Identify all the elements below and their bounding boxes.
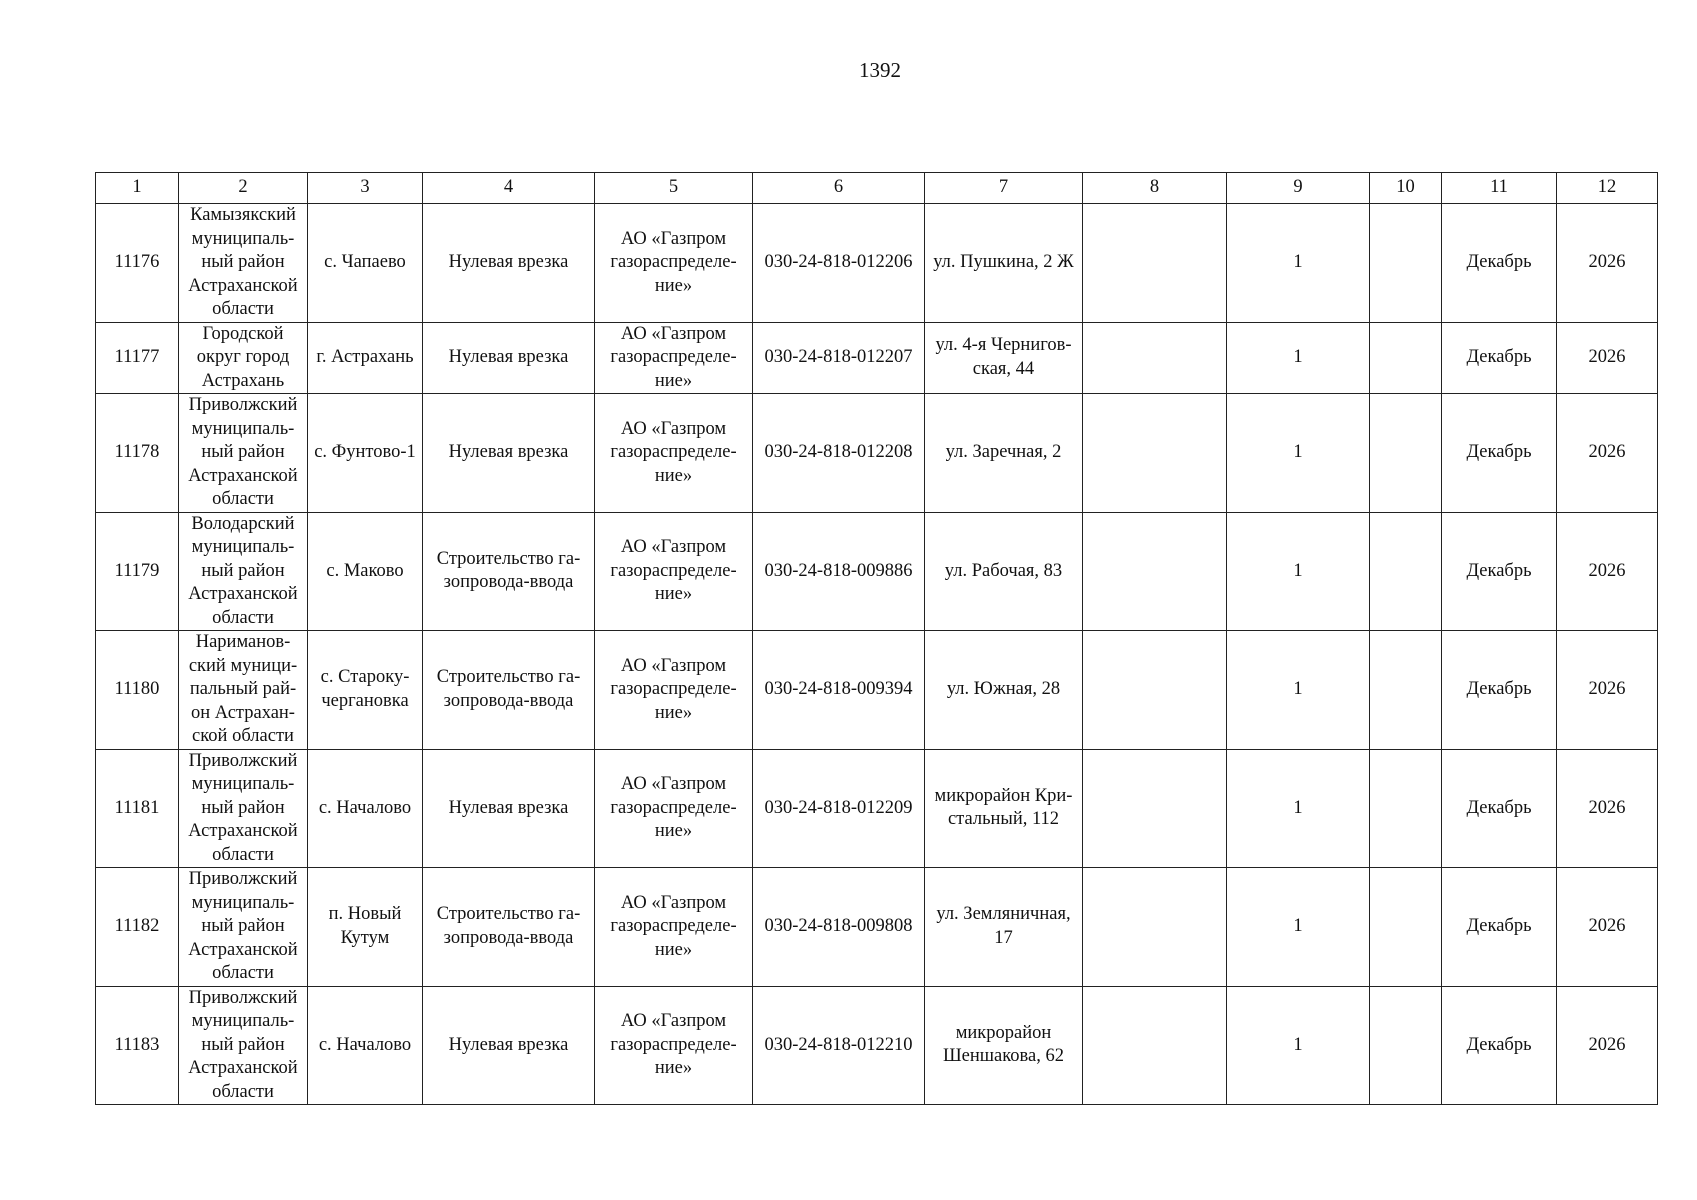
cell-municipality: [179, 868, 308, 987]
cell-work-type: [423, 512, 595, 631]
quantity-text: 1: [1293, 560, 1303, 581]
year-text: 2026: [1588, 442, 1626, 462]
cell-settlement: [308, 394, 423, 513]
cell-organization: [595, 204, 753, 323]
cell-col-8: [1083, 868, 1227, 987]
quantity-text: 1: [1293, 916, 1303, 936]
cell-col-8: [1083, 322, 1227, 394]
cell-col-8: [1083, 986, 1227, 1105]
quantity-text: 1: [1293, 679, 1303, 699]
cell-year: [1557, 512, 1658, 631]
work-type-text: Нулевая врезка: [448, 252, 569, 272]
table-row: [96, 512, 1658, 631]
municipality-text: Городской округ город Астрахань: [196, 323, 290, 391]
quantity-text: 1: [1293, 797, 1303, 818]
cell-organization: [595, 322, 753, 394]
table-row: [96, 322, 1658, 394]
address-text: микрорайон Кри- стальный, 112: [934, 785, 1073, 830]
cell-work-type: [423, 986, 595, 1105]
cell-row-number: [96, 394, 179, 513]
settlement-text: с. Чапаево: [324, 252, 406, 272]
month-text: Декабрь: [1466, 560, 1532, 581]
cell-settlement: [308, 204, 423, 323]
cell-month: [1442, 204, 1557, 323]
table-row: [96, 986, 1658, 1105]
cell-address: [925, 986, 1083, 1105]
year-text: 2026: [1588, 560, 1626, 581]
cell-col-8: [1083, 204, 1227, 323]
cell-month: [1442, 322, 1557, 394]
cell-object-code: [753, 512, 925, 631]
cell-col-8: [1083, 512, 1227, 631]
municipality-text: Нариманов- ский муници- пальный рай- он Астрахан- ской области: [188, 632, 298, 746]
object-code-text: 030-24-818-012210: [764, 1034, 913, 1055]
organization-text: АО «Газпром газораспределе- ние»: [610, 774, 737, 841]
cell-quantity: [1227, 749, 1370, 868]
column-header: 5: [595, 173, 753, 204]
address-text: микрорайон Шеншакова, 62: [943, 1022, 1064, 1067]
year-text: 2026: [1588, 679, 1626, 699]
cell-quantity: [1227, 986, 1370, 1105]
work-type-text: Нулевая врезка: [448, 347, 569, 367]
row-number-text: 11179: [114, 560, 160, 581]
month-text: Декабрь: [1466, 442, 1532, 462]
object-code-text: 030-24-818-009886: [764, 560, 913, 581]
municipality-text: Приволжский муниципаль- ный район Астраханской области: [188, 395, 298, 509]
table-row: [96, 394, 1658, 513]
cell-col-10: [1370, 868, 1442, 987]
cell-col-10: [1370, 322, 1442, 394]
month-text: Декабрь: [1466, 797, 1532, 818]
cell-row-number: [96, 322, 179, 394]
address-text: ул. Земляничная, 17: [936, 904, 1071, 948]
cell-work-type: [423, 204, 595, 323]
cell-work-type: [423, 631, 595, 750]
cell-month: [1442, 749, 1557, 868]
organization-text: АО «Газпром газораспределе- ние»: [610, 418, 737, 486]
cell-address: [925, 394, 1083, 513]
cell-row-number: [96, 204, 179, 323]
cell-organization: [595, 749, 753, 868]
work-type-text: Нулевая врезка: [448, 1034, 569, 1055]
object-code-text: 030-24-818-009808: [764, 916, 913, 936]
cell-address: [925, 749, 1083, 868]
municipality-text: Приволжский муниципаль- ный район Астраханской области: [188, 750, 298, 865]
row-number-text: 11181: [114, 797, 160, 818]
year-text: 2026: [1588, 347, 1626, 367]
cell-municipality: [179, 512, 308, 631]
cell-quantity: [1227, 868, 1370, 987]
work-type-text: Нулевая врезка: [448, 442, 569, 462]
table-row: [96, 204, 1658, 323]
cell-month: [1442, 394, 1557, 513]
cell-col-10: [1370, 512, 1442, 631]
cell-object-code: [753, 749, 925, 868]
year-text: 2026: [1588, 916, 1626, 936]
organization-text: АО «Газпром газораспределе- ние»: [610, 655, 737, 723]
table-header-row: [96, 173, 1658, 204]
cell-settlement: [308, 631, 423, 750]
year-text: 2026: [1588, 797, 1626, 818]
row-number-text: 11177: [114, 347, 160, 367]
cell-col-10: [1370, 631, 1442, 750]
cell-quantity: [1227, 204, 1370, 323]
settlement-text: с. Маково: [326, 560, 404, 581]
organization-text: АО «Газпром газораспределе- ние»: [610, 228, 737, 296]
month-text: Декабрь: [1466, 252, 1532, 272]
column-header: 9: [1227, 173, 1370, 204]
cell-row-number: [96, 986, 179, 1105]
cell-municipality: [179, 986, 308, 1105]
cell-col-10: [1370, 204, 1442, 323]
cell-organization: [595, 512, 753, 631]
quantity-text: 1: [1293, 252, 1303, 272]
cell-quantity: [1227, 512, 1370, 631]
column-header: 11: [1442, 173, 1557, 204]
cell-work-type: [423, 749, 595, 868]
column-header: 12: [1557, 173, 1658, 204]
object-code-text: 030-24-818-012208: [764, 442, 913, 462]
settlement-text: с. Староку- чергановка: [320, 667, 410, 711]
cell-address: [925, 204, 1083, 323]
table-row: [96, 631, 1658, 750]
organization-text: АО «Газпром газораспределе- ние»: [610, 892, 737, 960]
object-code-text: 030-24-818-012209: [764, 797, 913, 818]
column-header: 1: [96, 173, 179, 204]
table-row: [96, 749, 1658, 868]
work-type-text: Строительство га- зопровода-ввода: [436, 548, 581, 593]
cell-col-8: [1083, 631, 1227, 750]
organization-text: АО «Газпром газораспределе- ние»: [610, 537, 737, 604]
municipality-text: Володарский муниципаль- ный район Астраханской области: [188, 513, 298, 628]
quantity-text: 1: [1293, 347, 1303, 367]
cell-address: [925, 631, 1083, 750]
cell-row-number: [96, 631, 179, 750]
organization-text: АО «Газпром газораспределе- ние»: [610, 323, 737, 391]
quantity-text: 1: [1293, 442, 1303, 462]
cell-row-number: [96, 512, 179, 631]
table-body: [96, 173, 1658, 1105]
cell-object-code: [753, 631, 925, 750]
cell-object-code: [753, 204, 925, 323]
work-type-text: Нулевая врезка: [448, 797, 569, 818]
cell-year: [1557, 868, 1658, 987]
row-number-text: 11178: [114, 442, 160, 462]
column-header: 10: [1370, 173, 1442, 204]
cell-organization: [595, 986, 753, 1105]
cell-address: [925, 868, 1083, 987]
column-header: 3: [308, 173, 423, 204]
row-number-text: 11182: [114, 916, 160, 936]
settlement-text: с. Началово: [318, 1034, 412, 1055]
cell-month: [1442, 868, 1557, 987]
cell-object-code: [753, 868, 925, 987]
object-code-text: 030-24-818-009394: [764, 679, 913, 699]
month-text: Декабрь: [1466, 1034, 1532, 1055]
cell-municipality: [179, 394, 308, 513]
cell-col-10: [1370, 749, 1442, 868]
cell-month: [1442, 512, 1557, 631]
cell-col-10: [1370, 394, 1442, 513]
work-type-text: Строительство га- зопровода-ввода: [436, 904, 581, 948]
column-header: 8: [1083, 173, 1227, 204]
cell-year: [1557, 204, 1658, 323]
municipality-text: Камызякский муниципаль- ный район Астраханской области: [188, 205, 298, 319]
cell-municipality: [179, 631, 308, 750]
cell-settlement: [308, 749, 423, 868]
cell-quantity: [1227, 394, 1370, 513]
cell-year: [1557, 394, 1658, 513]
settlement-text: с. Фунтово-1: [314, 442, 416, 462]
cell-col-10: [1370, 986, 1442, 1105]
cell-work-type: [423, 322, 595, 394]
cell-month: [1442, 631, 1557, 750]
cell-year: [1557, 322, 1658, 394]
table-row: [96, 868, 1658, 987]
cell-object-code: [753, 394, 925, 513]
cell-municipality: [179, 322, 308, 394]
settlement-text: с. Началово: [318, 797, 412, 818]
row-number-text: 11183: [114, 1034, 160, 1055]
column-header: 2: [179, 173, 308, 204]
column-header: 7: [925, 173, 1083, 204]
address-text: ул. Заречная, 2: [945, 442, 1062, 462]
settlement-text: п. Новый Кутум: [328, 904, 402, 948]
cell-object-code: [753, 322, 925, 394]
month-text: Декабрь: [1466, 916, 1532, 936]
cell-organization: [595, 394, 753, 513]
row-number-text: 11180: [114, 679, 160, 699]
cell-work-type: [423, 394, 595, 513]
cell-municipality: [179, 204, 308, 323]
gas-connection-table: [95, 172, 1658, 1105]
quantity-text: 1: [1293, 1034, 1303, 1055]
page-number: 1392: [859, 58, 901, 82]
cell-year: [1557, 631, 1658, 750]
municipality-text: Приволжский муниципаль- ный район Астраханской области: [188, 869, 298, 983]
work-type-text: Строительство га- зопровода-ввода: [436, 667, 581, 711]
month-text: Декабрь: [1466, 679, 1532, 699]
year-text: 2026: [1588, 1034, 1626, 1055]
address-text: ул. Рабочая, 83: [944, 560, 1063, 581]
cell-quantity: [1227, 631, 1370, 750]
address-text: ул. Пушкина, 2 Ж: [933, 252, 1074, 272]
cell-col-8: [1083, 749, 1227, 868]
cell-settlement: [308, 986, 423, 1105]
year-text: 2026: [1588, 252, 1626, 272]
column-header: 6: [753, 173, 925, 204]
cell-month: [1442, 986, 1557, 1105]
cell-row-number: [96, 868, 179, 987]
cell-year: [1557, 749, 1658, 868]
cell-object-code: [753, 986, 925, 1105]
cell-row-number: [96, 749, 179, 868]
cell-settlement: [308, 868, 423, 987]
cell-quantity: [1227, 322, 1370, 394]
column-header: 4: [423, 173, 595, 204]
organization-text: АО «Газпром газораспределе- ние»: [610, 1011, 737, 1078]
object-code-text: 030-24-818-012206: [764, 252, 913, 272]
cell-address: [925, 322, 1083, 394]
object-code-text: 030-24-818-012207: [764, 347, 913, 367]
cell-municipality: [179, 749, 308, 868]
cell-col-8: [1083, 394, 1227, 513]
address-text: ул. 4-я Чернигов- ская, 44: [935, 335, 1072, 379]
settlement-text: г. Астрахань: [316, 347, 414, 367]
address-text: ул. Южная, 28: [946, 679, 1061, 699]
cell-address: [925, 512, 1083, 631]
cell-settlement: [308, 322, 423, 394]
row-number-text: 11176: [114, 252, 160, 272]
cell-settlement: [308, 512, 423, 631]
cell-work-type: [423, 868, 595, 987]
cell-organization: [595, 631, 753, 750]
cell-year: [1557, 986, 1658, 1105]
municipality-text: Приволжский муниципаль- ный район Астраханской области: [188, 987, 298, 1102]
cell-organization: [595, 868, 753, 987]
month-text: Декабрь: [1466, 347, 1532, 367]
